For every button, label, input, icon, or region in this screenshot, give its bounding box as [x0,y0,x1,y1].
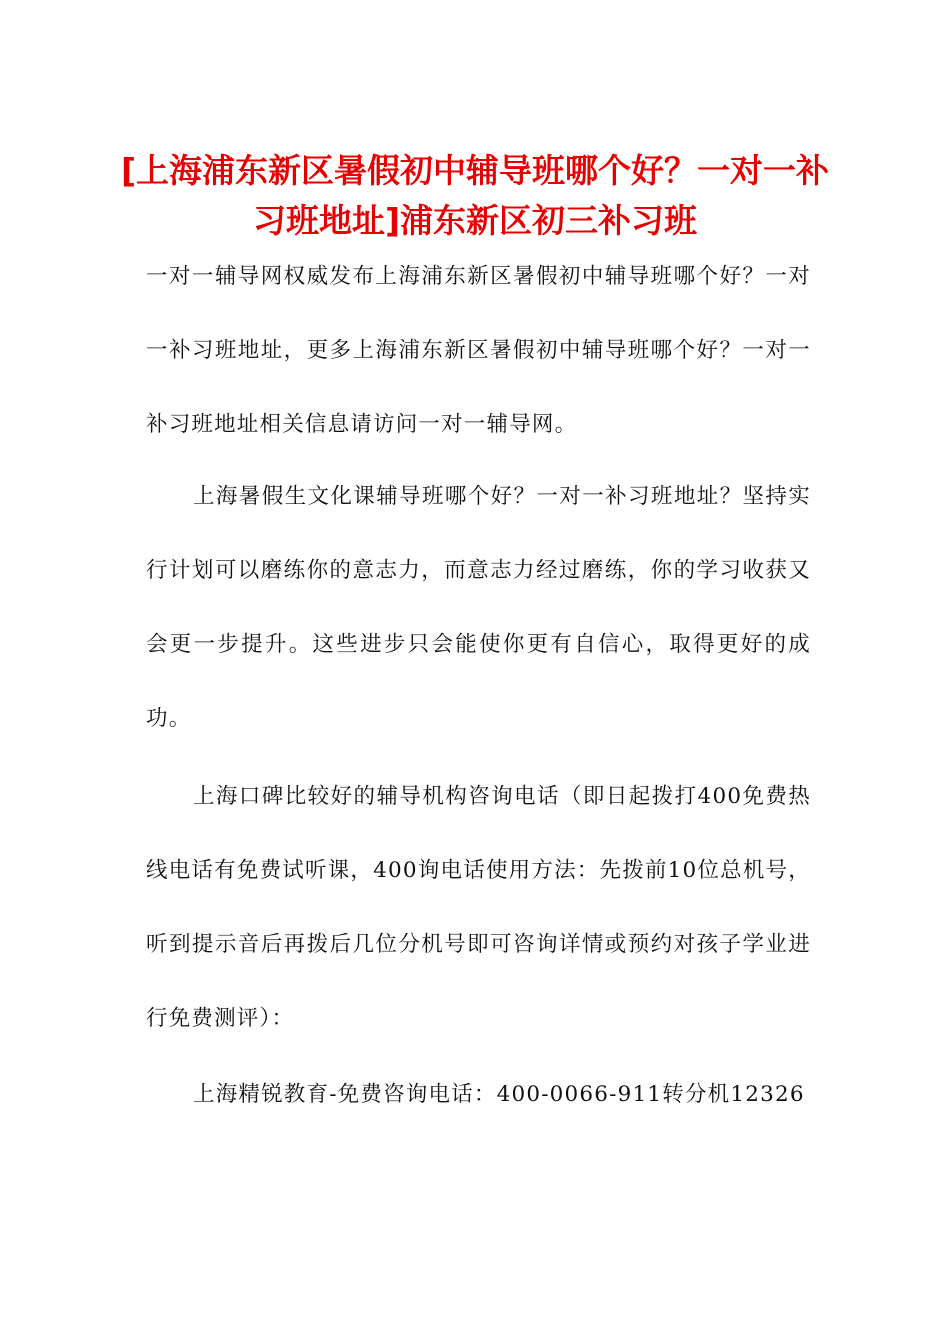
contact-line: 上海精锐教育-免费咨询电话：400-0066-911转分机12326 [193,1082,805,1107]
body-paragraph-1: 上海暑假生文化课辅导班哪个好？一对一补习班地址？坚持实行计划可以磨练你的意志力，而意志力经过磨练，你的学习收获又会更一步提升。这些进步只会能使你更有自信心，取得更好的成功。 [146,484,811,731]
body-paragraph-2: 上海口碑比较好的辅导机构咨询电话（即日起拨打400免费热线电话有免费试听课，400询电话使用方法：先拨前10位总机号，听到提示音后再拨后几位分机号即可咨询详情或预约对孩子学业进行免费测评）： [146,784,811,1031]
intro-paragraph: 一对一辅导网权威发布上海浦东新区暑假初中辅导班哪个好？一对一补习班地址，更多上海浦东新区暑假初中辅导班哪个好？一对一补习班地址相关信息请访问一对一辅导网。 [146,264,811,437]
document-title: [上海浦东新区暑假初中辅导班哪个好？一对一补习班地址]浦东新区初三补习班 [120,151,830,240]
